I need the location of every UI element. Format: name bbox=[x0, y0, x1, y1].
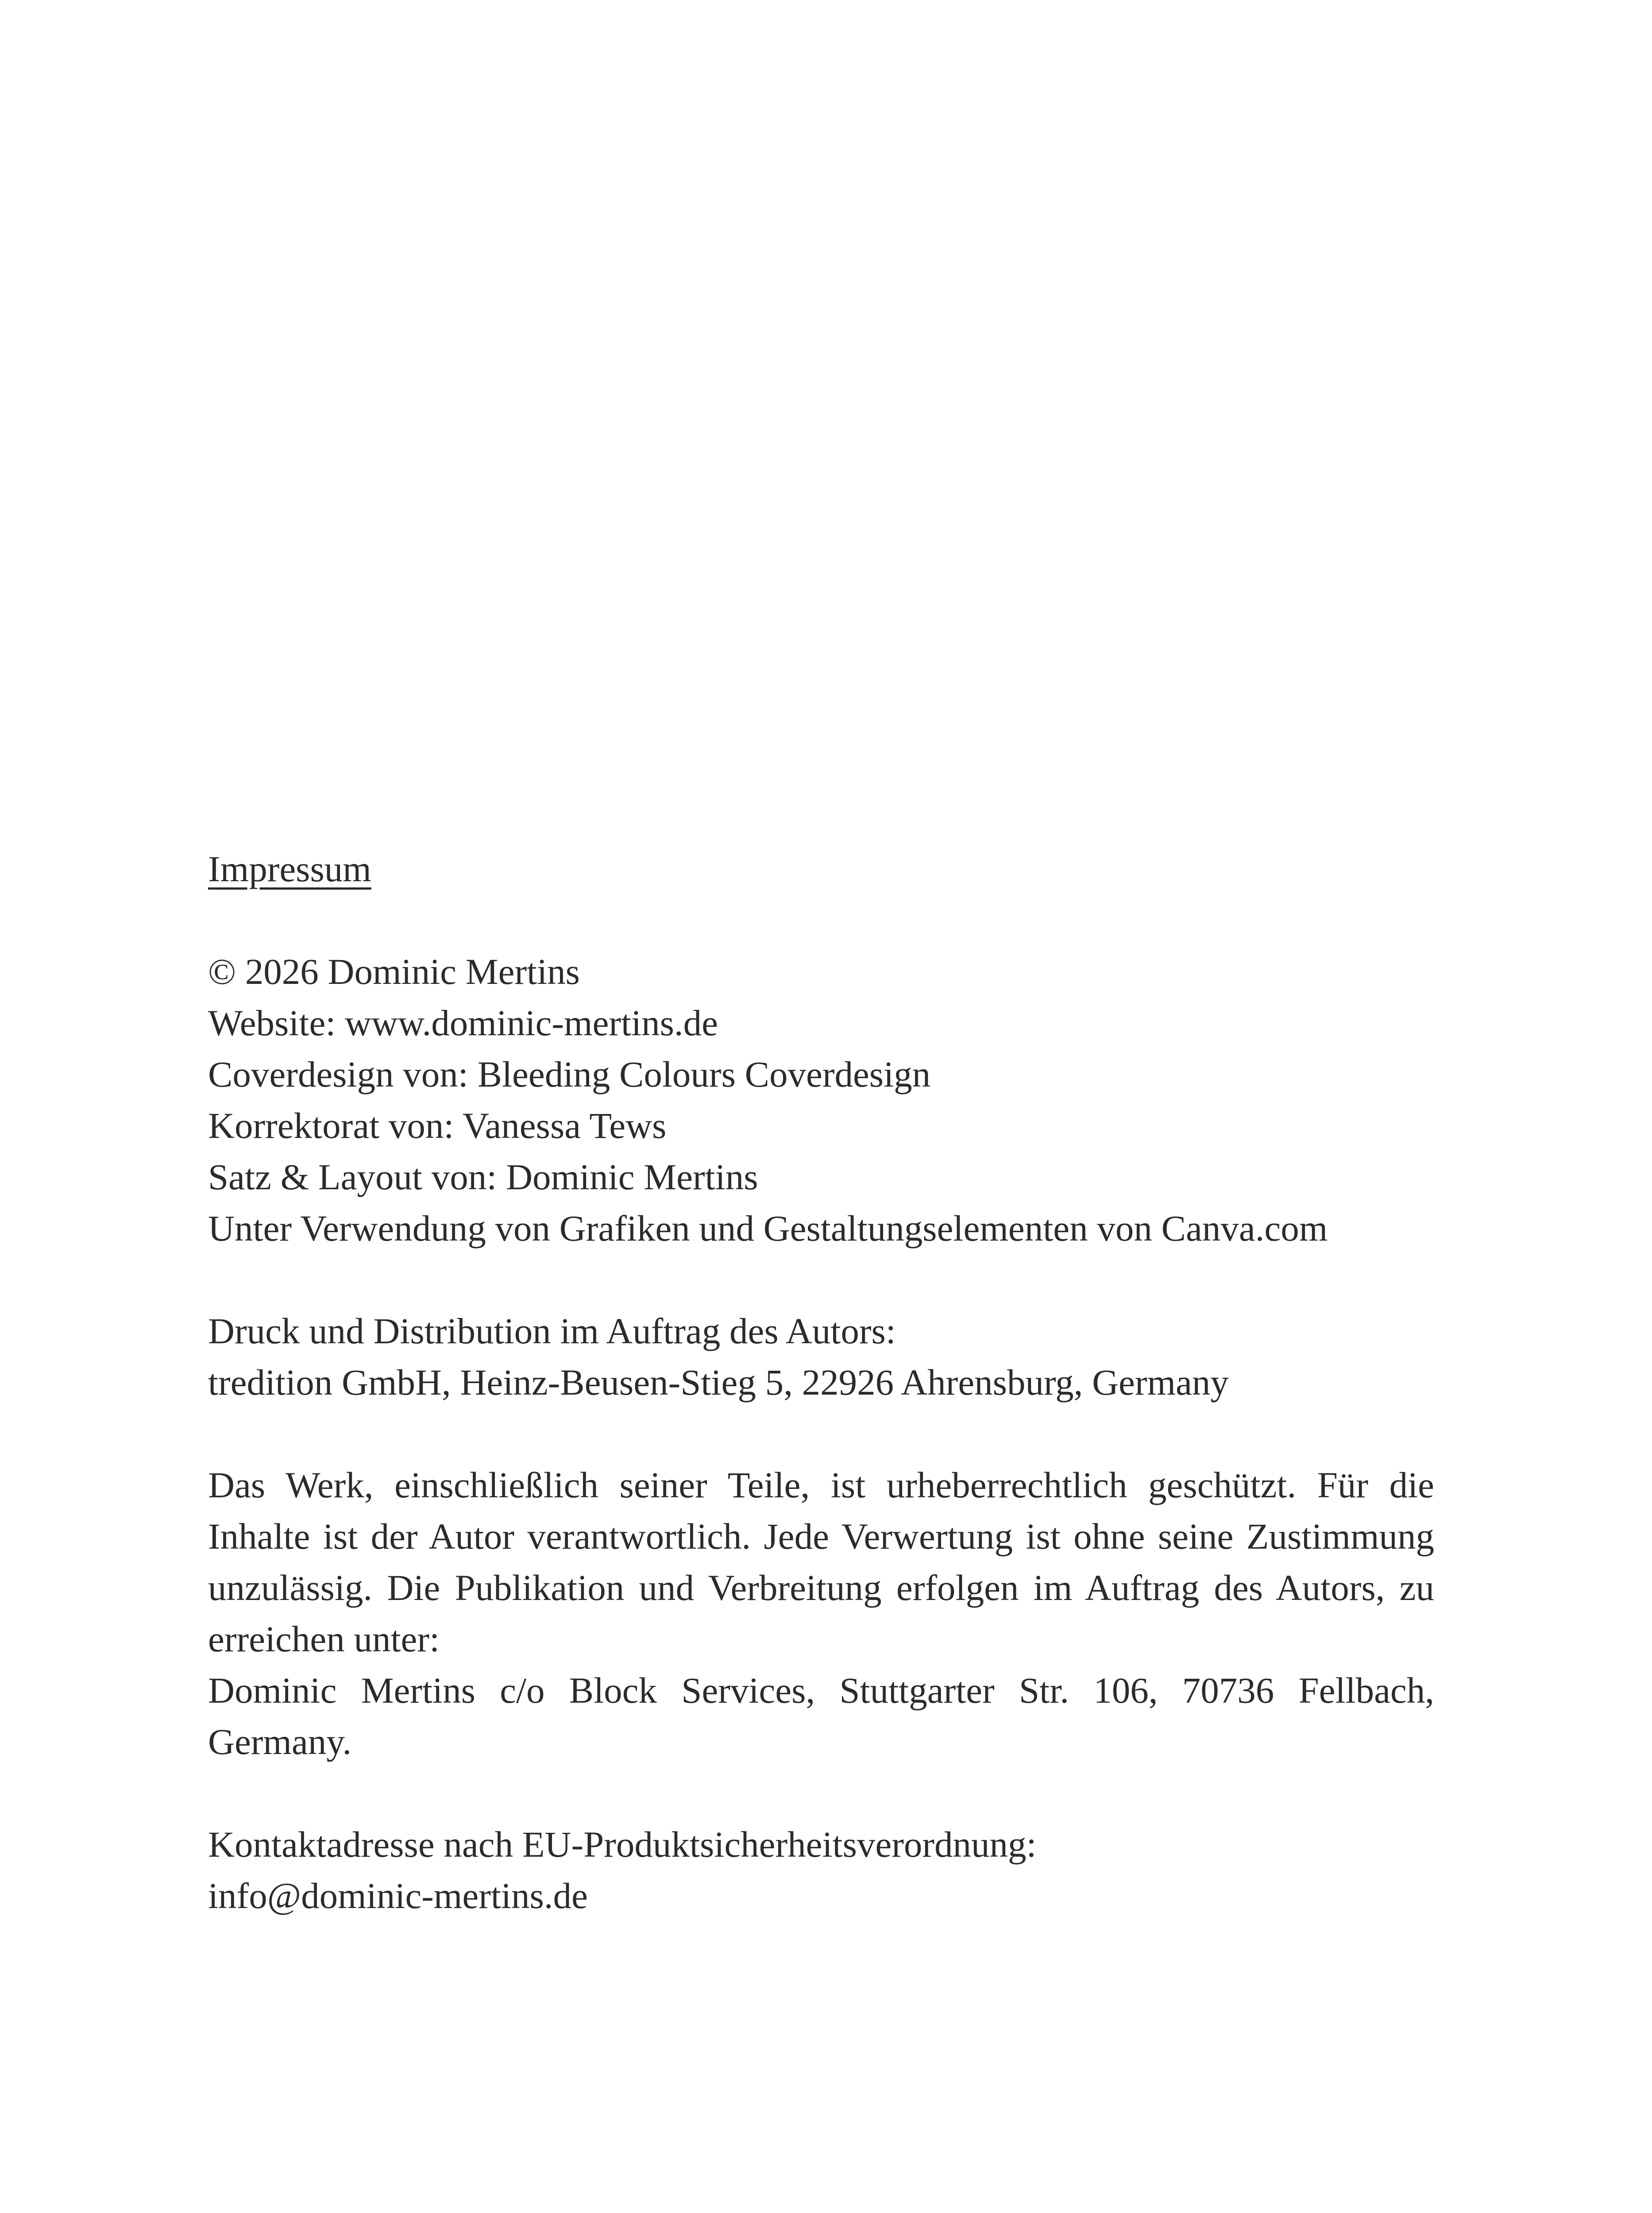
contact-email: info@dominic-mertins.de bbox=[208, 1875, 588, 1916]
printer-address: tredition GmbH, Heinz-Beusen-Stieg 5, 22926 Ahrensburg, Germany bbox=[208, 1362, 1229, 1403]
cover-design-line: Coverdesign von: Bleeding Colours Coverdesign bbox=[208, 1054, 931, 1095]
spacer bbox=[208, 1408, 1434, 1459]
spacer bbox=[208, 894, 1434, 946]
website-line: Website: www.dominic-mertins.de bbox=[208, 1002, 718, 1043]
author-address: Dominic Mertins c/o Block Services, Stuttgarter Str. 106, 70736 Fellbach, Germany. bbox=[208, 1670, 1434, 1762]
rights-text: Das Werk, einschließlich seiner Teile, ist urheberrechtlich geschützt. Für die Inhalte ist der Autor verantwortlich. Jede Verwertung ist ohne seine Zustimmung unzulässig. Die Publikation und Verbreitung erfolgen im Auftrag des Autors, zu erreichen unter: bbox=[208, 1465, 1434, 1659]
proofreading-line: Korrektorat von: Vanessa Tews bbox=[208, 1105, 667, 1146]
contact-section bbox=[208, 1819, 1434, 1921]
imprint-block bbox=[208, 843, 1434, 1921]
spacer bbox=[208, 1254, 1434, 1305]
printing-section bbox=[208, 1305, 1434, 1408]
graphics-credit: Unter Verwendung von Grafiken und Gestaltungselementen von Canva.com bbox=[208, 1208, 1328, 1249]
imprint-heading: Impressum bbox=[208, 848, 371, 889]
spacer bbox=[208, 1767, 1434, 1819]
rights-section bbox=[208, 1459, 1434, 1767]
contact-label: Kontaktadresse nach EU-Produktsicherheitsverordnung: bbox=[208, 1824, 1037, 1865]
typesetting-line: Satz & Layout von: Dominic Mertins bbox=[208, 1157, 758, 1197]
credits-section bbox=[208, 946, 1434, 1254]
printing-label: Druck und Distribution im Auftrag des Autors: bbox=[208, 1311, 896, 1351]
copyright-line: © 2026 Dominic Mertins bbox=[208, 951, 580, 992]
